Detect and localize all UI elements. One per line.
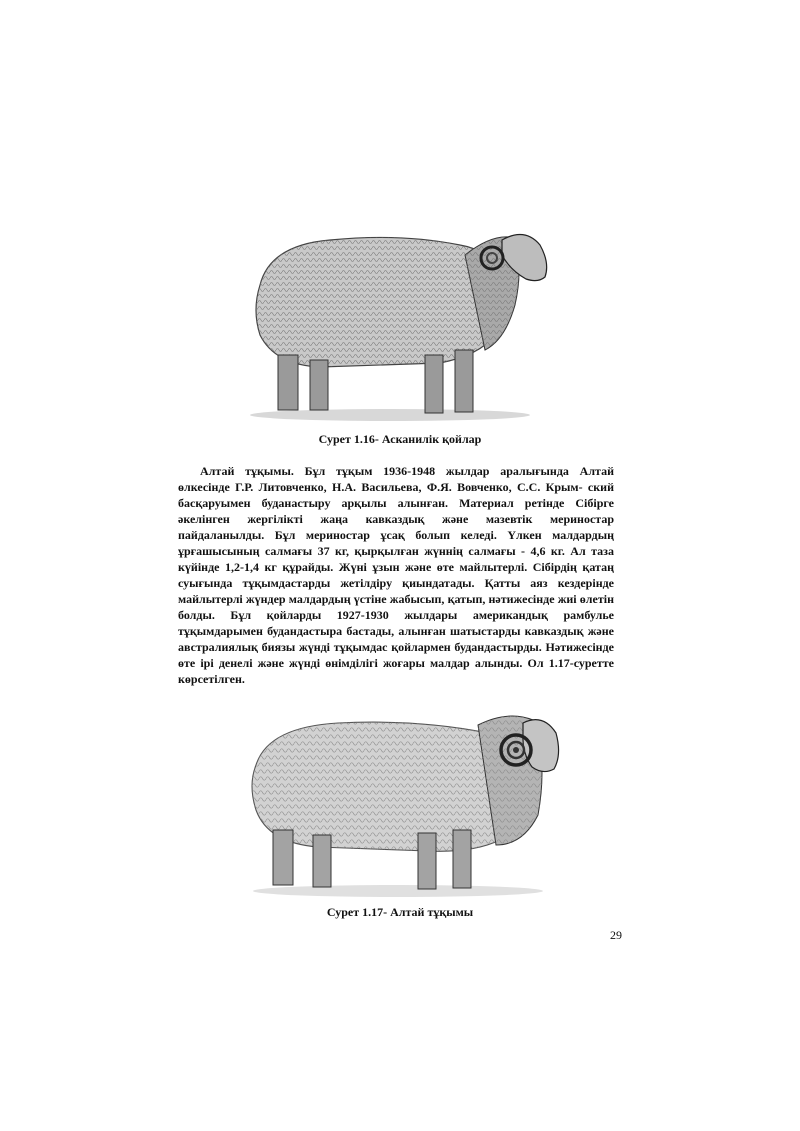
- figure-ascanian-ram: [240, 215, 556, 425]
- figure-caption-1-17: Сурет 1.17- Алтай тұқымы: [326, 905, 474, 919]
- body-paragraph: [178, 463, 614, 687]
- paragraph-lead: Алтай тұқымы.: [200, 464, 294, 478]
- paragraph-text: Бұл тұқым 1936-1948 жылдар аралығында Алтай өлкесінде Г.Р. Литовченко, Н.А. Васильева, Ф.Я. Вовченко, С.С. Крым- ский басқаруымен буданастыру арқылы алынған. Материал ретінде Сібірге әкелінген жергілікті жаңа кавказдық және мазевтік мериностар пайдаланылды. Бұл мериностар ұсақ болып келеді. Үлкен малдардың ұрғашысының салмағы 37 кг, қырқылған жүннің салмағы - 4,6 кг. Ал таза күйінде 1,2-1,4 кг құрайды. Жүні ұзын және өте майлытерлі. Сібірдің қатаң суығында тұқымдастарды жетілдіру қиындатады. Қатты аяз кездерінде майлытерлі жүндер малдардың үстіне жабысып, қатып, нәтижесінде жиі өлетін болды. Бұл қойларды 1927-1930 жылдары американдық рамбулье тұқымдарымен будандастыра бастады, алынған шатыстарды кавказдық және австралиялық биязы жүнді тұқымдас қойлармен будандастырды. Нәтижесінде өте ірі денелі және жүнді өнімділігі жоғары малдар алынды. Ол 1.17-суретте көрсетілген.: [178, 464, 615, 686]
- figure-caption-1-16: Сурет 1.16- Асканилік қойлар: [318, 432, 482, 446]
- page-number: 29: [610, 928, 622, 942]
- ram-illustration-1: [240, 215, 556, 425]
- ram-illustration-2: [238, 705, 564, 900]
- figure-altai-ram: [238, 705, 564, 900]
